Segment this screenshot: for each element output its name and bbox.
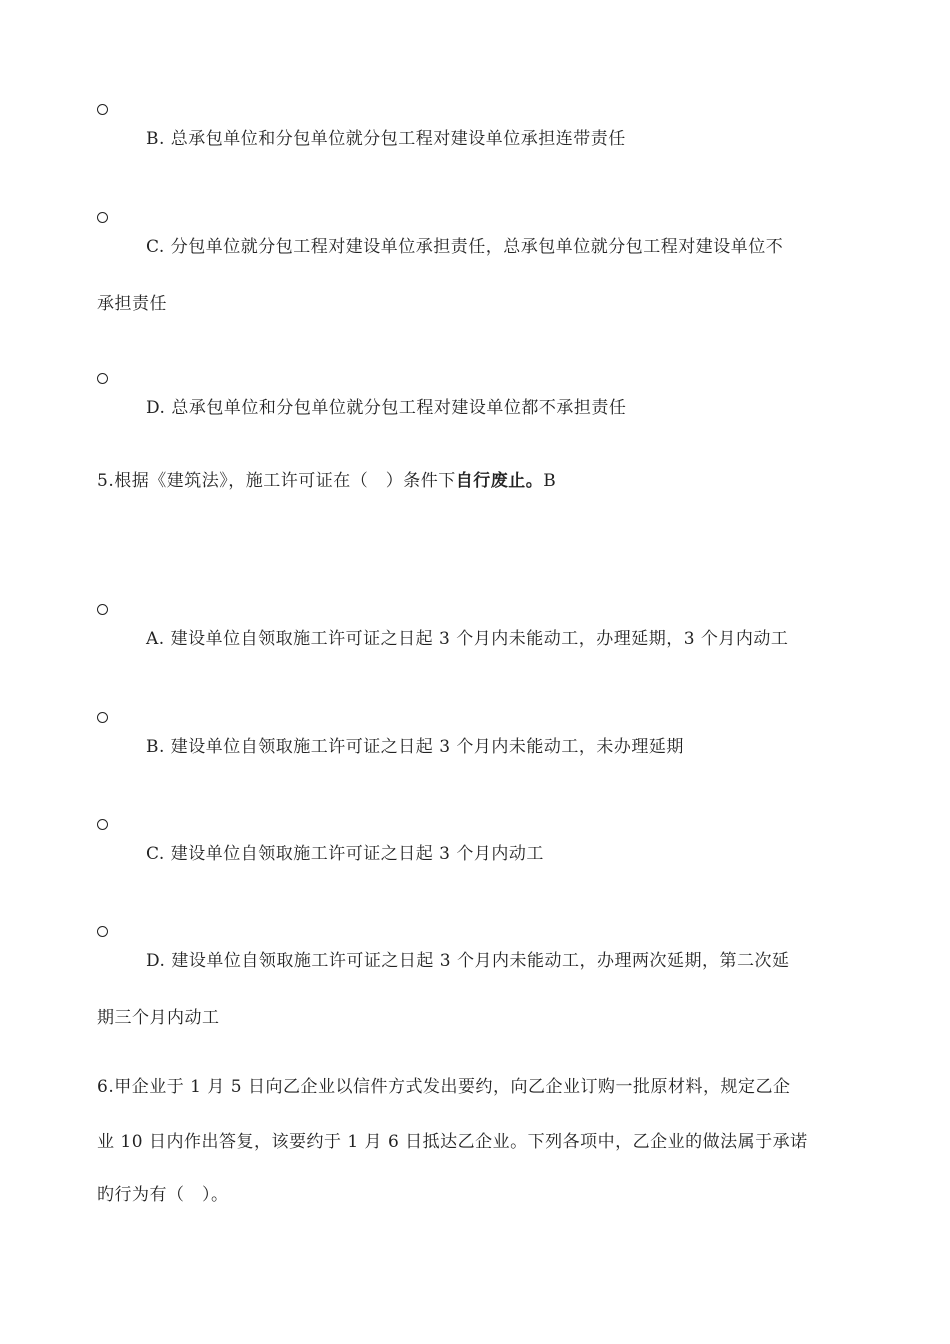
q5-option-b-text: B. 建设单位自领取施工许可证之日起 3 个月内未能动工，未办理延期 xyxy=(146,737,684,757)
radio-q4-option-b[interactable] xyxy=(97,104,108,115)
radio-q5-option-a[interactable] xyxy=(97,604,108,615)
q5-option-d-continuation: 期三个月内动工 xyxy=(97,1008,220,1028)
q5-option-d-text: D. 建设单位自领取施工许可证之日起 3 个月内未能动工，办理两次延期，第二次延 xyxy=(146,951,790,971)
q4-option-b-text: B. 总承包单位和分包单位就分包工程对建设单位承担连带责任 xyxy=(146,129,626,149)
q6-stem-line-1: 6.甲企业于 1 月 5 日向乙企业以信件方式发出要约，向乙企业订购一批原材料，规定乙企 xyxy=(97,1077,791,1097)
q5-stem-text: 5.根据《建筑法》，施工许可证在（ ）条件下 xyxy=(97,471,456,491)
q5-option-c-text: C. 建设单位自领取施工许可证之日起 3 个月内动工 xyxy=(146,844,544,864)
q5-stem xyxy=(97,466,556,491)
q4-option-c-text: C. 分包单位就分包工程对建设单位承担责任，总承包单位就分包工程对建设单位不 xyxy=(146,237,784,257)
q5-answer: B xyxy=(543,471,557,491)
q4-option-c-continuation: 承担责任 xyxy=(97,294,167,314)
q6-stem-line-2: 业 10 日内作出答复，该要约于 1 月 6 日抵达乙企业。下列各项中，乙企业的做法属于承诺 xyxy=(97,1132,808,1152)
q5-option-a-text: A. 建设单位自领取施工许可证之日起 3 个月内未能动工，办理延期，3 个月内动工 xyxy=(146,629,789,649)
radio-q5-option-d[interactable] xyxy=(97,926,108,937)
q4-option-d-text: D. 总承包单位和分包单位就分包工程对建设单位都不承担责任 xyxy=(146,398,627,418)
radio-q5-option-c[interactable] xyxy=(97,819,108,830)
q5-stem-bold: 自行废止。 xyxy=(455,471,544,491)
radio-q4-option-c[interactable] xyxy=(97,212,108,223)
radio-q5-option-b[interactable] xyxy=(97,712,108,723)
q6-stem-line-3: 旳行为有（ ）。 xyxy=(97,1185,229,1205)
radio-q4-option-d[interactable] xyxy=(97,373,108,384)
